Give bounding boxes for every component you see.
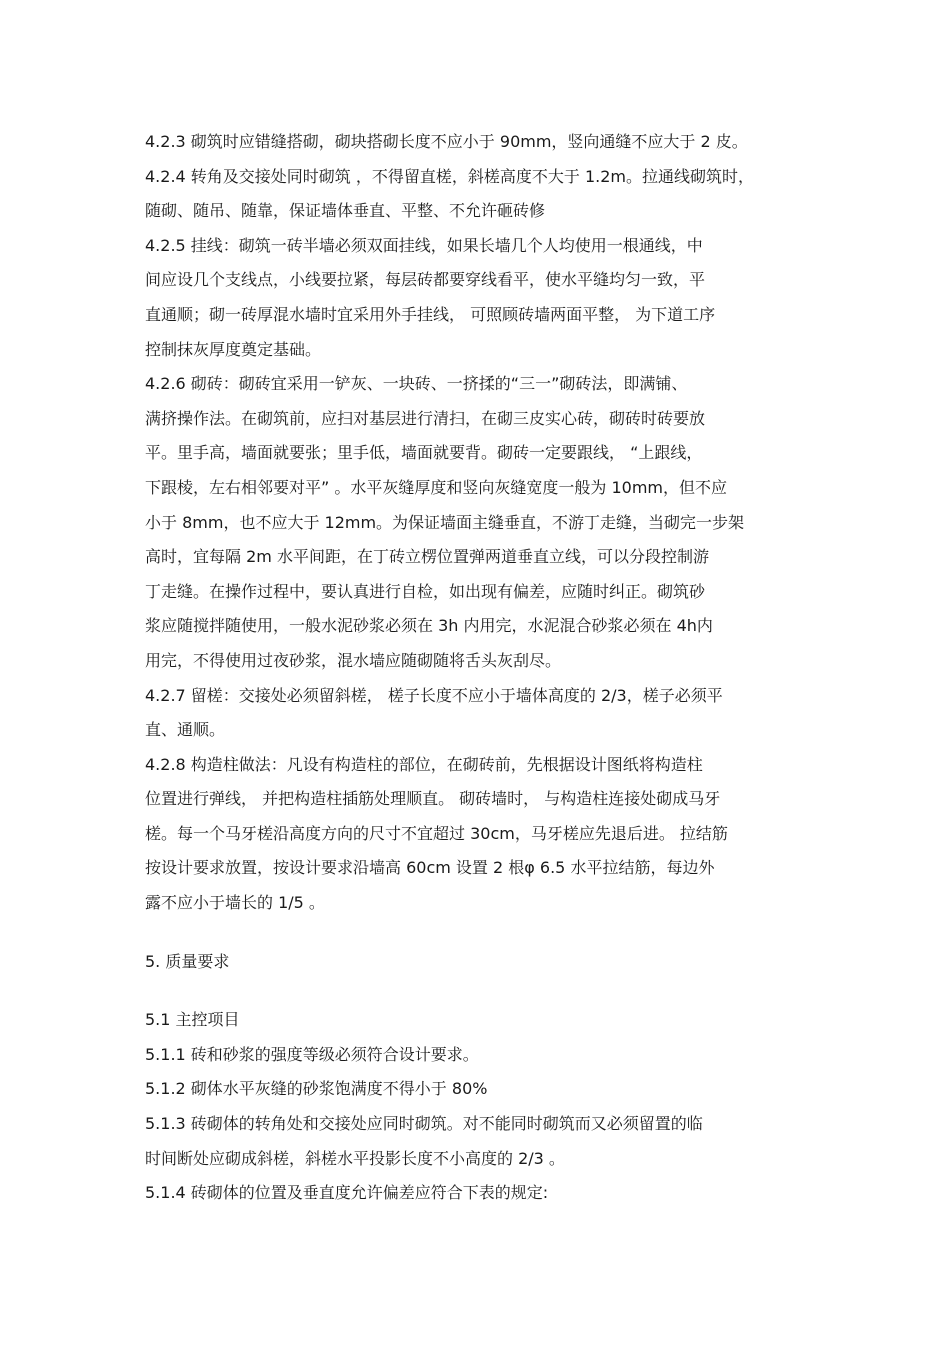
text-line: 4.2.3 砌筑时应错缝搭砌，砌块搭砌长度不应小于 90mm，竖向通缝不应大于 2 皮。 xyxy=(145,132,748,151)
text-line: 直通顺；砌一砖厚混水墙时宜采用外手挂线， 可照顾砖墙两面平整， 为下道工序 xyxy=(145,304,716,324)
text-line: 位置进行弹线， 并把构造柱插筋处理顺直。 砌砖墙时， 与构造柱连接处砌成马牙 xyxy=(145,789,721,809)
text-line: 按设计要求放置，按设计要求沿墙高 60cm 设置 2 根φ 6.5 水平拉结筋，每边外 xyxy=(145,858,715,878)
text-line: 小于 8mm，也不应大于 12mm。为保证墙面主缝垂直，不游丁走缝，当砌完一步架 xyxy=(145,512,745,532)
text-line: 控制抹灰厚度奠定基础。 xyxy=(145,339,322,359)
text-line: 露不应小于墙长的 1/5 。 xyxy=(145,893,325,913)
text-line: 丁走缝。在操作过程中，要认真进行自检，如出现有偏差，应随时纠正。砌筑砂 xyxy=(145,581,706,601)
subsection-heading: 5.1 主控项目 xyxy=(145,1010,240,1030)
text-line: 5.1.1 砖和砂浆的强度等级必须符合设计要求。 xyxy=(145,1044,479,1064)
text-line: 5.1.2 砌体水平灰缝的砂浆饱满度不得小于 80% xyxy=(145,1079,488,1099)
text-line: 5.1.4 砖砌体的位置及垂直度允许偏差应符合下表的规定: xyxy=(145,1183,549,1203)
text-line: 4.2.5 挂线：砌筑一砖半墙必须双面挂线，如果长墙几个人均使用一根通线，中 xyxy=(145,235,703,255)
text-line: 满挤操作法。在砌筑前，应扫对基层进行清扫，在砌三皮实心砖，砌砖时砖要放 xyxy=(145,408,706,428)
text-line: 下跟棱，左右相邻要对平” 。水平灰缝厚度和竖向灰缝宽度一般为 10mm，但不应 xyxy=(145,477,727,497)
text-line: 间应设几个支线点，小线要拉紧，每层砖都要穿线看平，使水平缝均匀一致，平 xyxy=(145,270,706,290)
text-line: 时间断处应砌成斜槎，斜槎水平投影长度不小高度的 2/3 。 xyxy=(145,1148,565,1168)
section-heading: 5. 质量要求 xyxy=(145,951,230,971)
text-line: 直、通顺。 xyxy=(145,720,226,740)
text-line: 4.2.6 砌砖：砌砖宜采用一铲灰、一块砖、一挤揉的“三一”砌砖法，即满铺、 xyxy=(145,374,688,394)
text-line: 平。里手高，墙面就要张；里手低，墙面就要背。砌砖一定要跟线， “上跟线， xyxy=(145,443,703,463)
text-line: 槎。每一个马牙槎沿高度方向的尺寸不宜超过 30cm，马牙槎应先退后进。 拉结筋 xyxy=(145,823,728,843)
text-line: 4.2.8 构造柱做法：凡设有构造柱的部位，在砌砖前，先根据设计图纸将构造柱 xyxy=(145,754,703,774)
text-line: 4.2.7 留槎：交接处必须留斜槎， 槎子长度不应小于墙体高度的 2/3，槎子必须平 xyxy=(145,685,723,705)
text-line: 5.1.3 砖砌体的转角处和交接处应同时砌筑。对不能同时砌筑而又必须留置的临 xyxy=(145,1114,703,1134)
text-line: 浆应随搅拌随使用，一般水泥砂浆必须在 3h 内用完，水泥混合砂浆必须在 4h内 xyxy=(145,616,713,636)
text-line: 用完，不得使用过夜砂浆，混水墙应随砌随将舌头灰刮尽。 xyxy=(145,650,562,670)
section-gap xyxy=(145,979,810,1003)
section-gap xyxy=(145,921,810,945)
text-line: 4.2.4 转角及交接处同时砌筑 ，不得留直槎，斜槎高度不大于 1.2m。拉通线砌筑时， xyxy=(145,166,755,186)
text-line: 随砌、随吊、随靠，保证墙体垂直、平整、不允许砸砖修 xyxy=(145,201,546,221)
text-line: 高时，宜每隔 2m 水平间距，在丁砖立楞位置弹两道垂直立线，可以分段控制游 xyxy=(145,547,709,567)
document-body xyxy=(145,125,810,1211)
